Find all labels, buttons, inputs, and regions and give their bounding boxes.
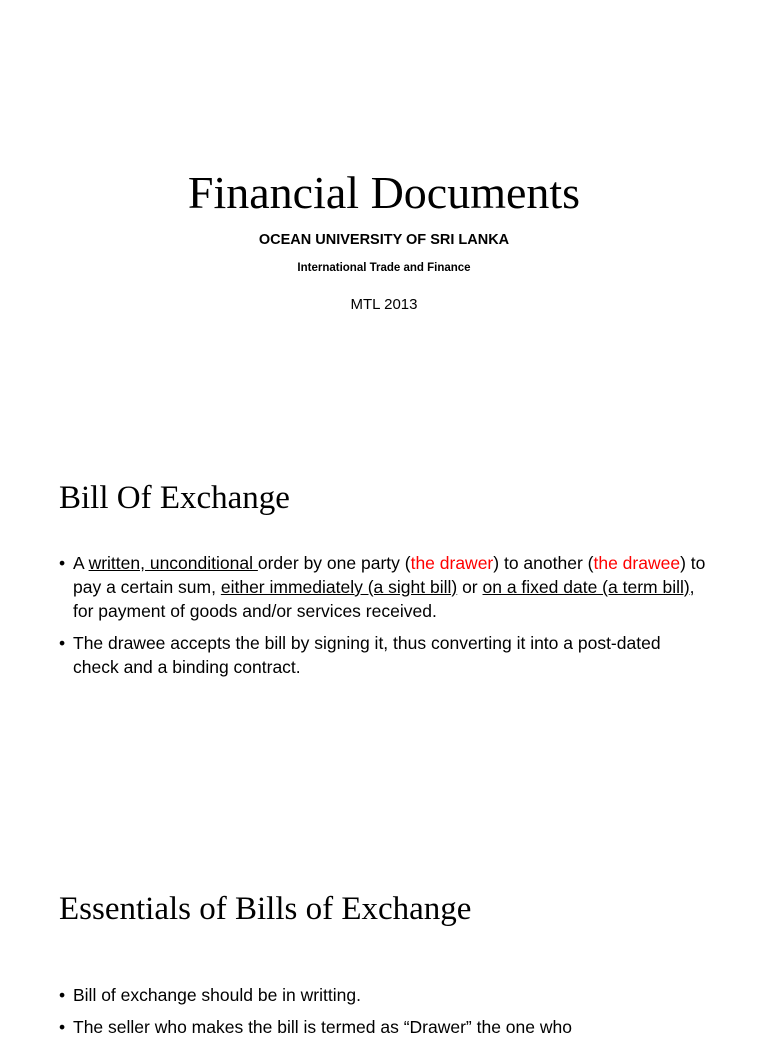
bullet-text-part: or: [457, 577, 483, 597]
bullet-dot: •: [59, 985, 66, 1005]
slide-heading: Bill Of Exchange: [59, 480, 290, 516]
underlined-text: on a fixed date (a term bill),: [482, 577, 695, 597]
bullet-item: [59, 551, 709, 623]
bullet-text-part: for payment of goods and/or services received.: [73, 601, 437, 621]
underlined-text: written, unconditional: [88, 553, 258, 573]
title-slide: [0, 0, 768, 432]
bullet-item: [59, 631, 709, 679]
bullet-text: The seller who makes the bill is termed as “Drawer” the one who: [73, 1017, 572, 1037]
slide-heading: Essentials of Bills of Exchange: [59, 891, 472, 927]
bullet-dot: •: [59, 633, 66, 653]
bullet-item: [59, 983, 709, 1007]
slide-title: Financial Documents: [187, 167, 581, 218]
bullet-text: Bill of exchange should be in writting.: [73, 985, 361, 1005]
bullet-list: [59, 983, 709, 1047]
bullet-item: [59, 1015, 709, 1039]
bullet-dot: •: [59, 553, 66, 573]
bullet-text: The drawee accepts the bill by signing it, thus converting it into a post-dated check and a binding contract.: [73, 633, 661, 677]
bullet-text-part: ) to another (: [493, 553, 594, 573]
bullet-dot: •: [59, 1017, 66, 1037]
university-name: OCEAN UNIVERSITY OF SRI LANKA: [258, 232, 510, 248]
bullet-list: [59, 551, 709, 687]
bill-of-exchange-slide: [0, 438, 768, 818]
essentials-slide: [0, 852, 768, 1037]
underlined-text: either immediately (a sight bill): [220, 577, 458, 597]
highlighted-term-drawer: the drawer: [410, 553, 494, 573]
course-name: International Trade and Finance: [297, 262, 471, 274]
bullet-text-part: ) to pay a certain sum,: [73, 553, 706, 597]
course-code: MTL 2013: [350, 296, 418, 313]
bullet-text-part: order by one party (: [257, 553, 411, 573]
highlighted-term-drawee: the drawee: [593, 553, 681, 573]
bullet-text-part: A: [73, 553, 89, 573]
